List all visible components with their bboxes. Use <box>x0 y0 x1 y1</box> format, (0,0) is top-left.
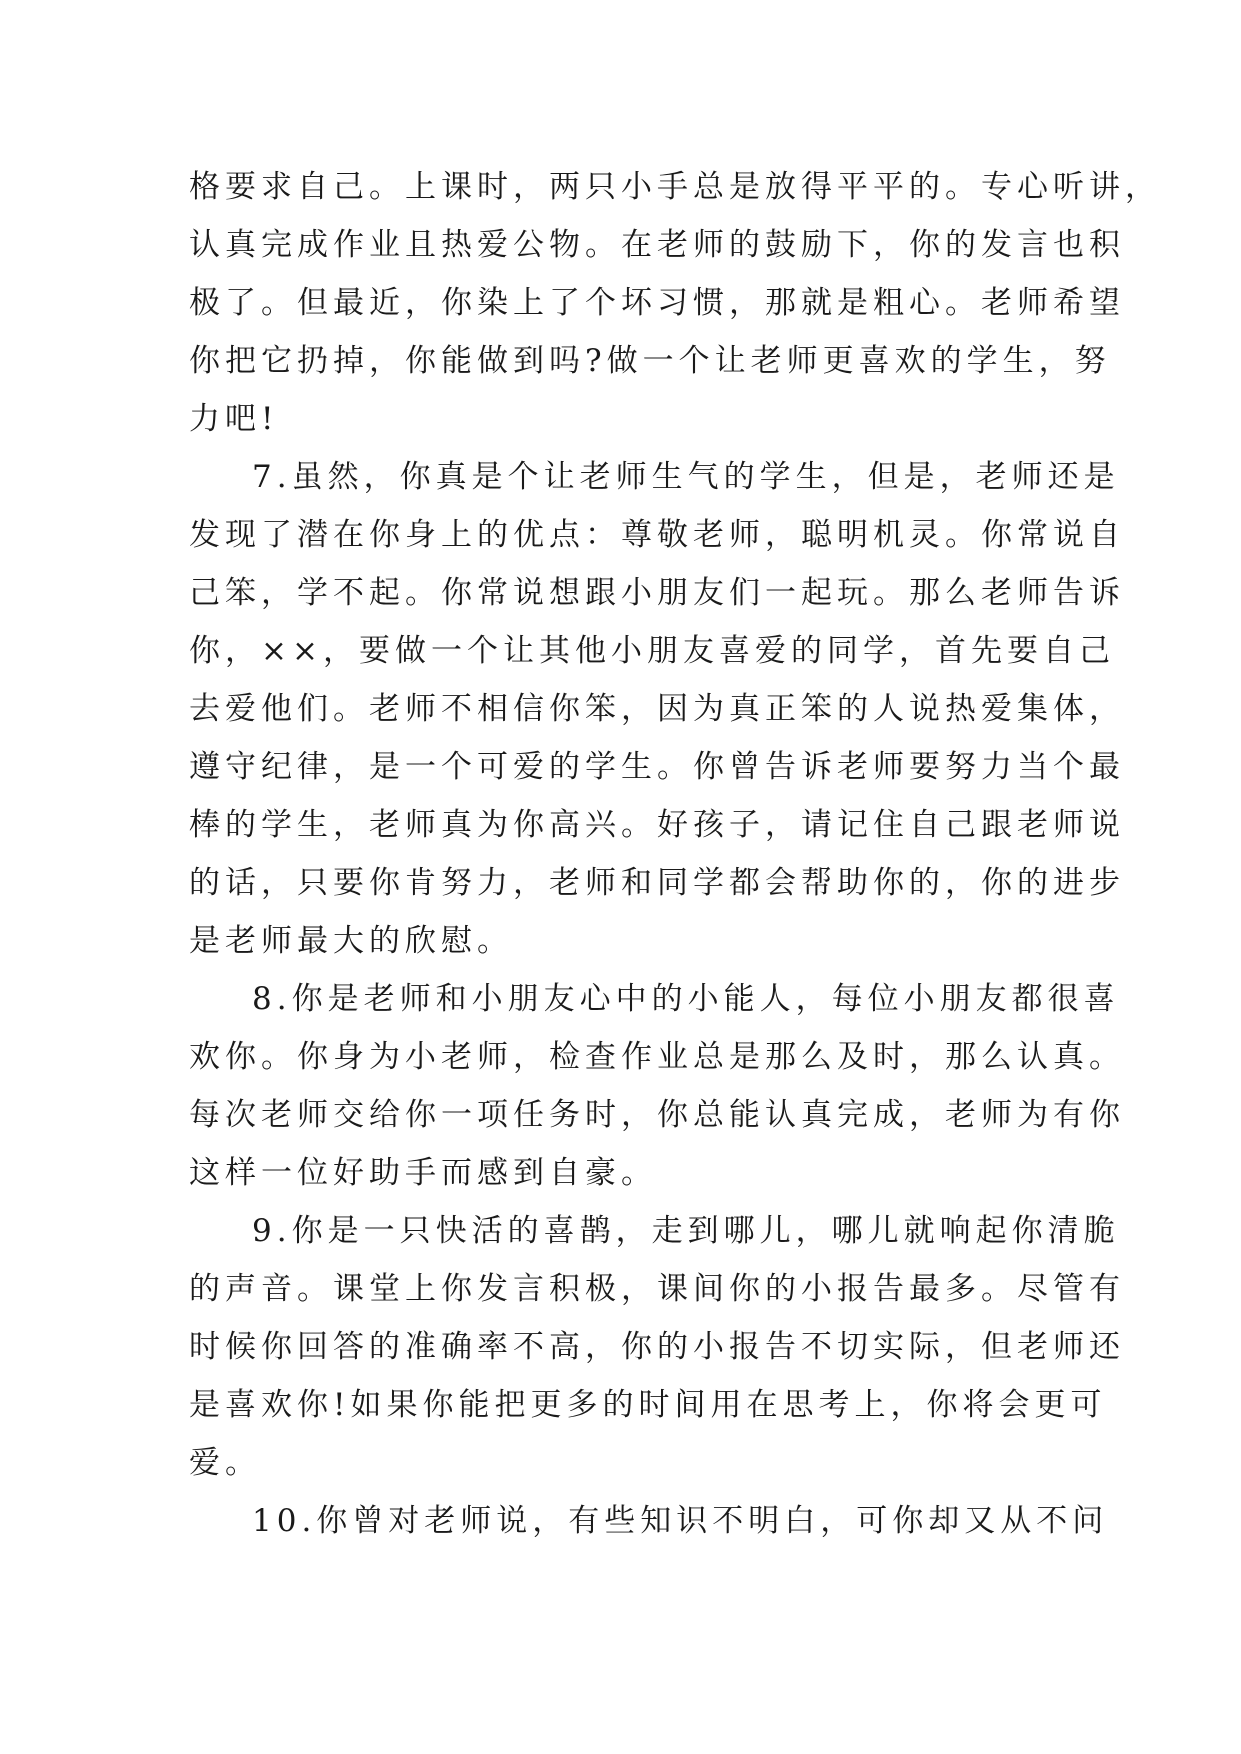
document-body <box>189 158 1161 1550</box>
text-line: 的声音。课堂上你发言积极，课间你的小报告最多。尽管有 <box>189 1271 1125 1307</box>
text-line: 每次老师交给你一项任务时，你总能认真完成，老师为有你 <box>189 1097 1125 1133</box>
text-line: 去爱他们。老师不相信你笨，因为真正笨的人说热爱集体， <box>189 691 1125 727</box>
text-line: 你，××，要做一个让其他小朋友喜爱的同学，首先要自己 <box>189 633 1115 669</box>
text-line: 你把它扔掉，你能做到吗?做一个让老师更喜欢的学生，努 <box>189 343 1111 379</box>
text-line: 的话，只要你肯努力，老师和同学都会帮助你的，你的进步 <box>189 865 1125 901</box>
text-line: 是喜欢你!如果你能把更多的时间用在思考上，你将会更可 <box>189 1387 1107 1423</box>
text-line: 是老师最大的欣慰。 <box>189 923 513 959</box>
text-line: 欢你。你身为小老师，检查作业总是那么及时，那么认真。 <box>189 1039 1125 1075</box>
text-line: 遵守纪律，是一个可爱的学生。你曾告诉老师要努力当个最 <box>189 749 1125 785</box>
text-line: 力吧! <box>189 401 279 437</box>
paragraph-start-line: 7.虽然，你真是个让老师生气的学生，但是，老师还是 <box>252 459 1120 495</box>
text-line: 己笨，学不起。你常说想跟小朋友们一起玩。那么老师告诉 <box>189 575 1125 611</box>
text-line: 时候你回答的准确率不高，你的小报告不切实际，但老师还 <box>189 1329 1125 1365</box>
text-line: 发现了潜在你身上的优点：尊敬老师，聪明机灵。你常说自 <box>189 517 1125 553</box>
paragraph-start-line: 8.你是老师和小朋友心中的小能人，每位小朋友都很喜 <box>252 981 1120 1017</box>
text-line: 爱。 <box>189 1445 261 1481</box>
text-line: 极了。但最近，你染上了个坏习惯，那就是粗心。老师希望 <box>189 285 1125 321</box>
paragraph-start-line: 10.你曾对老师说，有些知识不明白，可你却又从不问 <box>252 1503 1109 1539</box>
text-line: 这样一位好助手而感到自豪。 <box>189 1155 657 1191</box>
paragraph-start-line: 9.你是一只快活的喜鹊，走到哪儿，哪儿就响起你清脆 <box>252 1213 1120 1249</box>
text-line: 格要求自己。上课时，两只小手总是放得平平的。专心听讲， <box>189 169 1161 205</box>
text-line: 认真完成作业且热爱公物。在老师的鼓励下，你的发言也积 <box>189 227 1125 263</box>
text-line: 棒的学生，老师真为你高兴。好孩子，请记住自己跟老师说 <box>189 807 1125 843</box>
